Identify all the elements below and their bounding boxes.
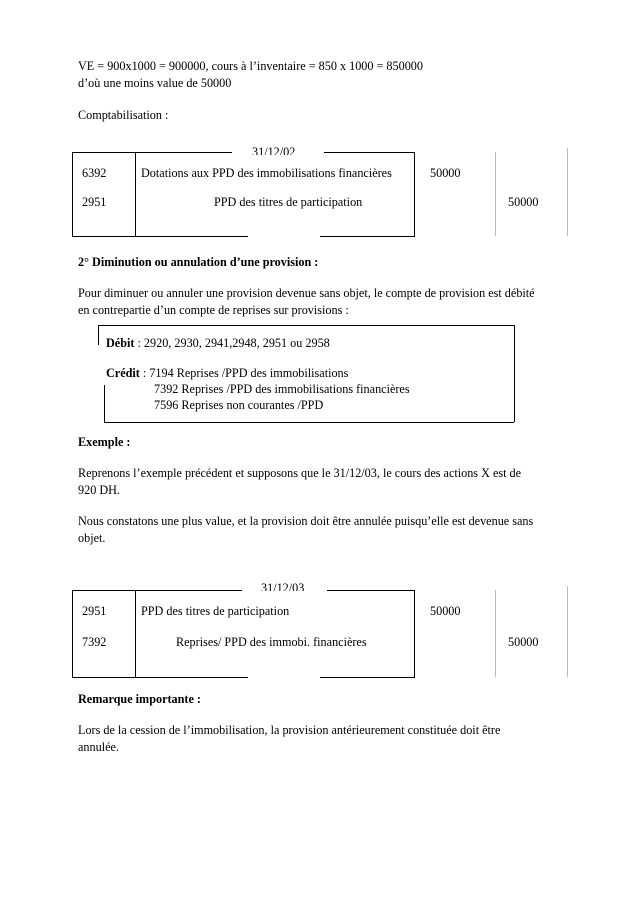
- journal-1-row-1-label: Dotations aux PPD des immobilisations financières: [141, 166, 392, 180]
- credit-account-7596: 7596 Reprises non courantes /PPD: [154, 398, 324, 412]
- example-paragraph-2-line-2: objet.: [78, 531, 106, 545]
- example-paragraph-2-line-1: Nous constatons une plus value, et la provision doit être annulée puisqu’elle est devenue sans: [78, 514, 534, 528]
- journal-2-row-2-credit: 50000: [508, 635, 539, 649]
- journal-2-row-2-label: Reprises/ PPD des immobi. financières: [176, 635, 367, 649]
- section-2-paragraph-line-1: Pour diminuer ou annuler une provision devenue sans objet, le compte de provision est débité: [78, 286, 535, 300]
- credit-line-1: [106, 365, 348, 381]
- debit-accounts: : 2920, 2930, 2941,2948, 2951 ou 2958: [134, 336, 330, 350]
- debit-line: [106, 335, 330, 351]
- section-2-heading: 2° Diminution ou annulation d’une provision :: [78, 255, 319, 269]
- journal-1-row-1-account: 6392: [82, 166, 107, 180]
- credit-label: Crédit: [106, 366, 140, 380]
- example-paragraph-1-line-1: Reprenons l’exemple précédent et supposons que le 31/12/03, le cours des actions X est de: [78, 466, 522, 480]
- remark-line-1: Lors de la cession de l’immobilisation, la provision antérieurement constituée doit être: [78, 723, 501, 737]
- journal-2-date: 31/12/03: [261, 581, 305, 591]
- example-heading: Exemple :: [78, 435, 131, 449]
- remark-heading: Remarque importante :: [78, 692, 201, 706]
- journal-1-date: 31/12/02: [252, 145, 296, 155]
- credit-account-7392: 7392 Reprises /PPD des immobilisations financières: [154, 382, 410, 396]
- journal-1-row-2-credit: 50000: [508, 195, 539, 209]
- debit-label: Débit: [106, 336, 135, 350]
- journal-2-row-2-account: 7392: [82, 635, 107, 649]
- example-paragraph-1-line-2: 920 DH.: [78, 483, 120, 497]
- intro-line-1: VE = 900x1000 = 900000, cours à l’inventaire = 850 x 1000 = 850000: [78, 59, 423, 73]
- journal-1-row-2-account: 2951: [82, 195, 107, 209]
- credit-account-7194: : 7194 Reprises /PPD des immobilisations: [139, 366, 349, 380]
- section-2-paragraph-line-2: en contrepartie d’un compte de reprises sur provisions :: [78, 303, 349, 317]
- journal-2-row-1-account: 2951: [82, 604, 107, 618]
- comptabilisation-label: Comptabilisation :: [78, 108, 169, 122]
- journal-1-row-2-label: PPD des titres de participation: [214, 195, 363, 209]
- journal-1-row-1-debit: 50000: [430, 166, 461, 180]
- journal-2-row-1-label: PPD des titres de participation: [141, 604, 290, 618]
- intro-line-2: d’où une moins value de 50000: [78, 76, 232, 90]
- remark-line-2: annulée.: [78, 740, 119, 754]
- journal-2-row-1-debit: 50000: [430, 604, 461, 618]
